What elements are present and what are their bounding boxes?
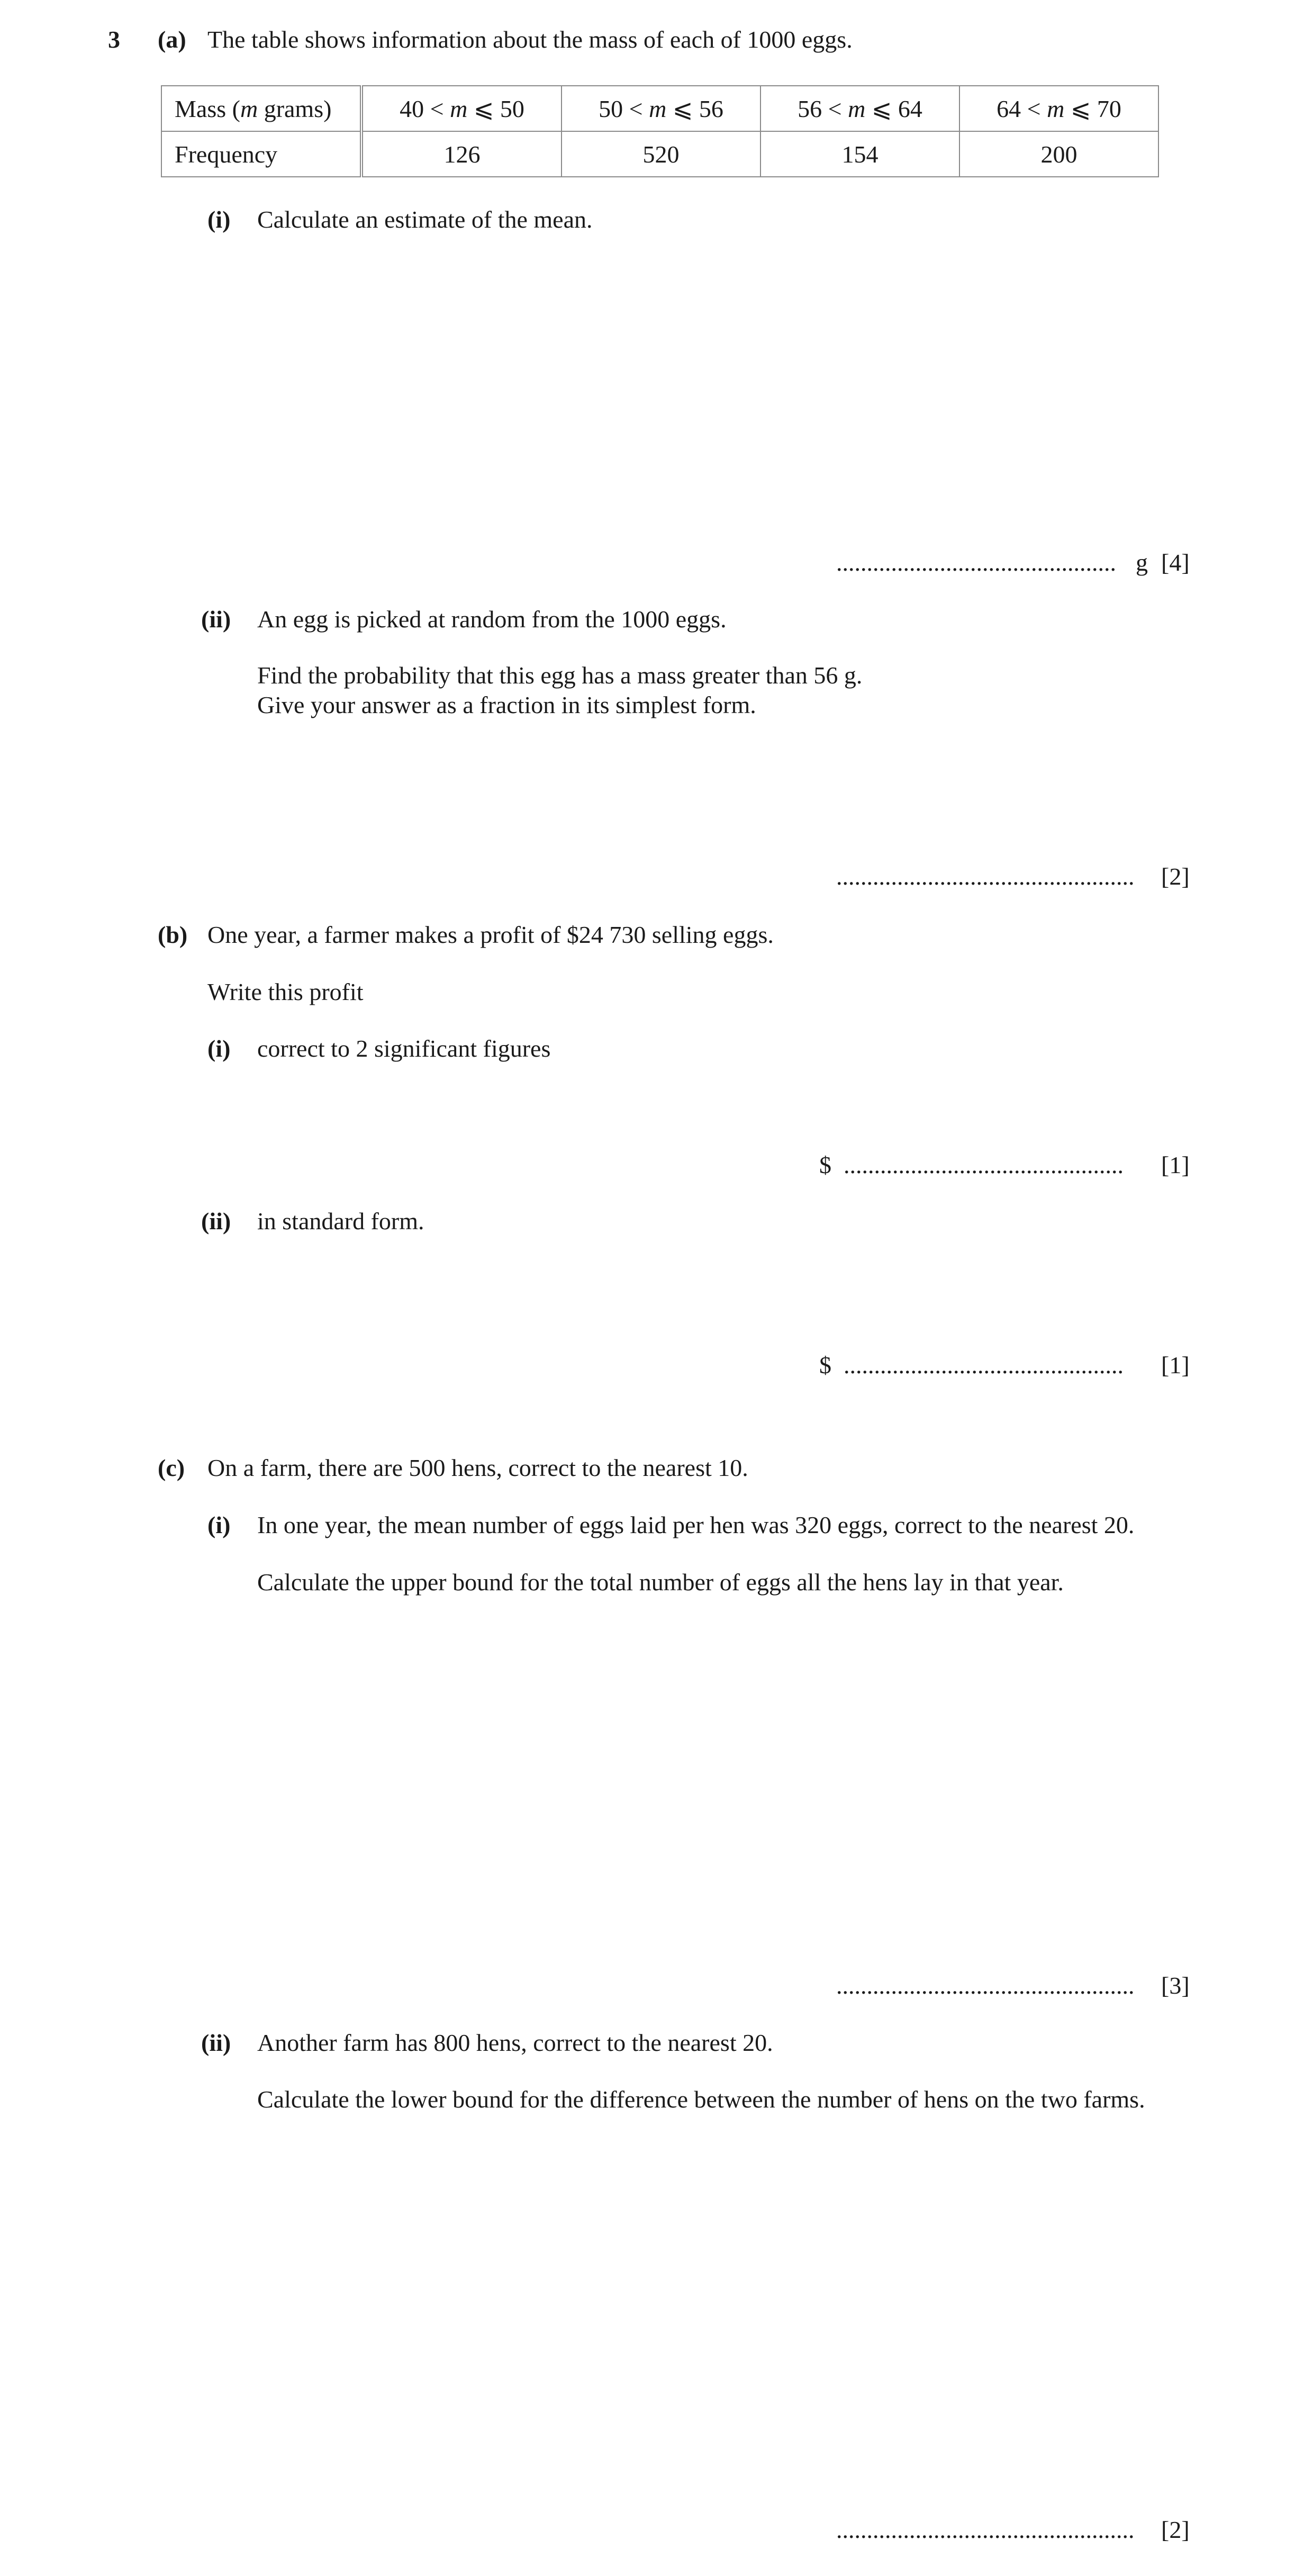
part-c-i-text2: Calculate the upper bound for the total number of eggs all the hens lay in that year. <box>257 1569 1064 1596</box>
interval-var: m <box>450 95 468 122</box>
part-a-ii-label: (ii) <box>201 606 231 633</box>
interval-var: m <box>649 95 667 122</box>
interval-hi: ⩽ 70 <box>1070 95 1121 122</box>
interval-cell <box>760 86 959 131</box>
frequency-cell: 154 <box>760 131 959 177</box>
mass-frequency-table <box>161 85 1159 177</box>
part-b-ii-label: (ii) <box>201 1208 231 1235</box>
part-b-i-text: correct to 2 significant figures <box>257 1035 551 1062</box>
part-a-i-unit: g <box>1136 549 1148 576</box>
frequency-header-cell: Frequency <box>161 131 361 177</box>
mass-header-post: grams) <box>258 95 332 122</box>
part-a-ii-text2: Find the probability that this egg has a mass greater than 56 g. <box>257 662 863 689</box>
part-a-ii-answer-line[interactable]: ................................................. <box>836 863 1135 890</box>
part-b-ii-marks: [1] <box>1161 1352 1190 1379</box>
part-c-ii-text1: Another farm has 800 hens, correct to the nearest 20. <box>257 2029 773 2056</box>
part-b-intro: One year, a farmer makes a profit of $24 730 selling eggs. <box>207 921 774 948</box>
part-b-i-currency: $ <box>819 1151 831 1178</box>
part-a-i-answer-line[interactable]: .............................................. <box>836 549 1116 576</box>
interval-cell <box>361 86 562 131</box>
interval-var: m <box>848 95 866 122</box>
interval-hi: ⩽ 64 <box>871 95 922 122</box>
part-b-ii-currency: $ <box>819 1352 831 1379</box>
part-c-label: (c) <box>158 1454 185 1481</box>
part-b-i-answer-line[interactable]: .............................................. <box>844 1151 1124 1178</box>
interval-lo: 40 < <box>400 95 444 122</box>
part-a-ii-text3: Give your answer as a fraction in its simplest form. <box>257 691 756 718</box>
part-c-ii-text2: Calculate the lower bound for the difference between the number of hens on the two farms. <box>257 2086 1145 2113</box>
mass-header-var: m <box>240 95 258 122</box>
interval-lo: 64 < <box>997 95 1041 122</box>
part-c-ii-label: (ii) <box>201 2029 231 2056</box>
interval-var: m <box>1047 95 1065 122</box>
part-c-ii-marks: [2] <box>1161 2516 1190 2543</box>
interval-cell <box>562 86 760 131</box>
frequency-cell: 126 <box>361 131 562 177</box>
part-a-i-text: Calculate an estimate of the mean. <box>257 206 593 233</box>
part-c-intro: On a farm, there are 500 hens, correct to the nearest 10. <box>207 1454 748 1481</box>
part-a-i-marks: [4] <box>1161 549 1190 576</box>
part-b-ii-answer-line[interactable]: .............................................. <box>844 1352 1124 1379</box>
frequency-cell: 200 <box>959 131 1158 177</box>
interval-lo: 56 < <box>798 95 842 122</box>
interval-lo: 50 < <box>599 95 643 122</box>
part-b-i-marks: [1] <box>1161 1151 1190 1178</box>
part-c-i-answer-line[interactable]: ................................................. <box>836 1972 1135 1999</box>
part-b-i-label: (i) <box>207 1035 231 1062</box>
interval-cell <box>959 86 1158 131</box>
part-c-i-marks: [3] <box>1161 1972 1190 1999</box>
interval-hi: ⩽ 56 <box>672 95 723 122</box>
mass-header-pre: Mass ( <box>175 95 240 122</box>
part-a-ii-text1: An egg is picked at random from the 1000 eggs. <box>257 606 727 633</box>
part-b-ii-text: in standard form. <box>257 1208 424 1235</box>
part-b-label: (b) <box>158 921 188 948</box>
part-c-i-label: (i) <box>207 1511 231 1538</box>
part-a-label: (a) <box>158 26 186 53</box>
part-a-ii-marks: [2] <box>1161 863 1190 890</box>
part-a-intro: The table shows information about the mass of each of 1000 eggs. <box>207 26 853 53</box>
frequency-cell: 520 <box>562 131 760 177</box>
part-c-ii-answer-line[interactable]: ................................................. <box>836 2516 1135 2543</box>
interval-hi: ⩽ 50 <box>473 95 524 122</box>
part-a-i-label: (i) <box>207 206 231 233</box>
part-b-lead: Write this profit <box>207 978 364 1005</box>
table-row-frequency <box>161 131 1158 177</box>
part-c-i-text1: In one year, the mean number of eggs laid per hen was 320 eggs, correct to the nearest 20. <box>257 1511 1135 1538</box>
question-number: 3 <box>108 26 120 53</box>
mass-header-cell <box>161 86 361 131</box>
table-row-mass <box>161 86 1158 131</box>
